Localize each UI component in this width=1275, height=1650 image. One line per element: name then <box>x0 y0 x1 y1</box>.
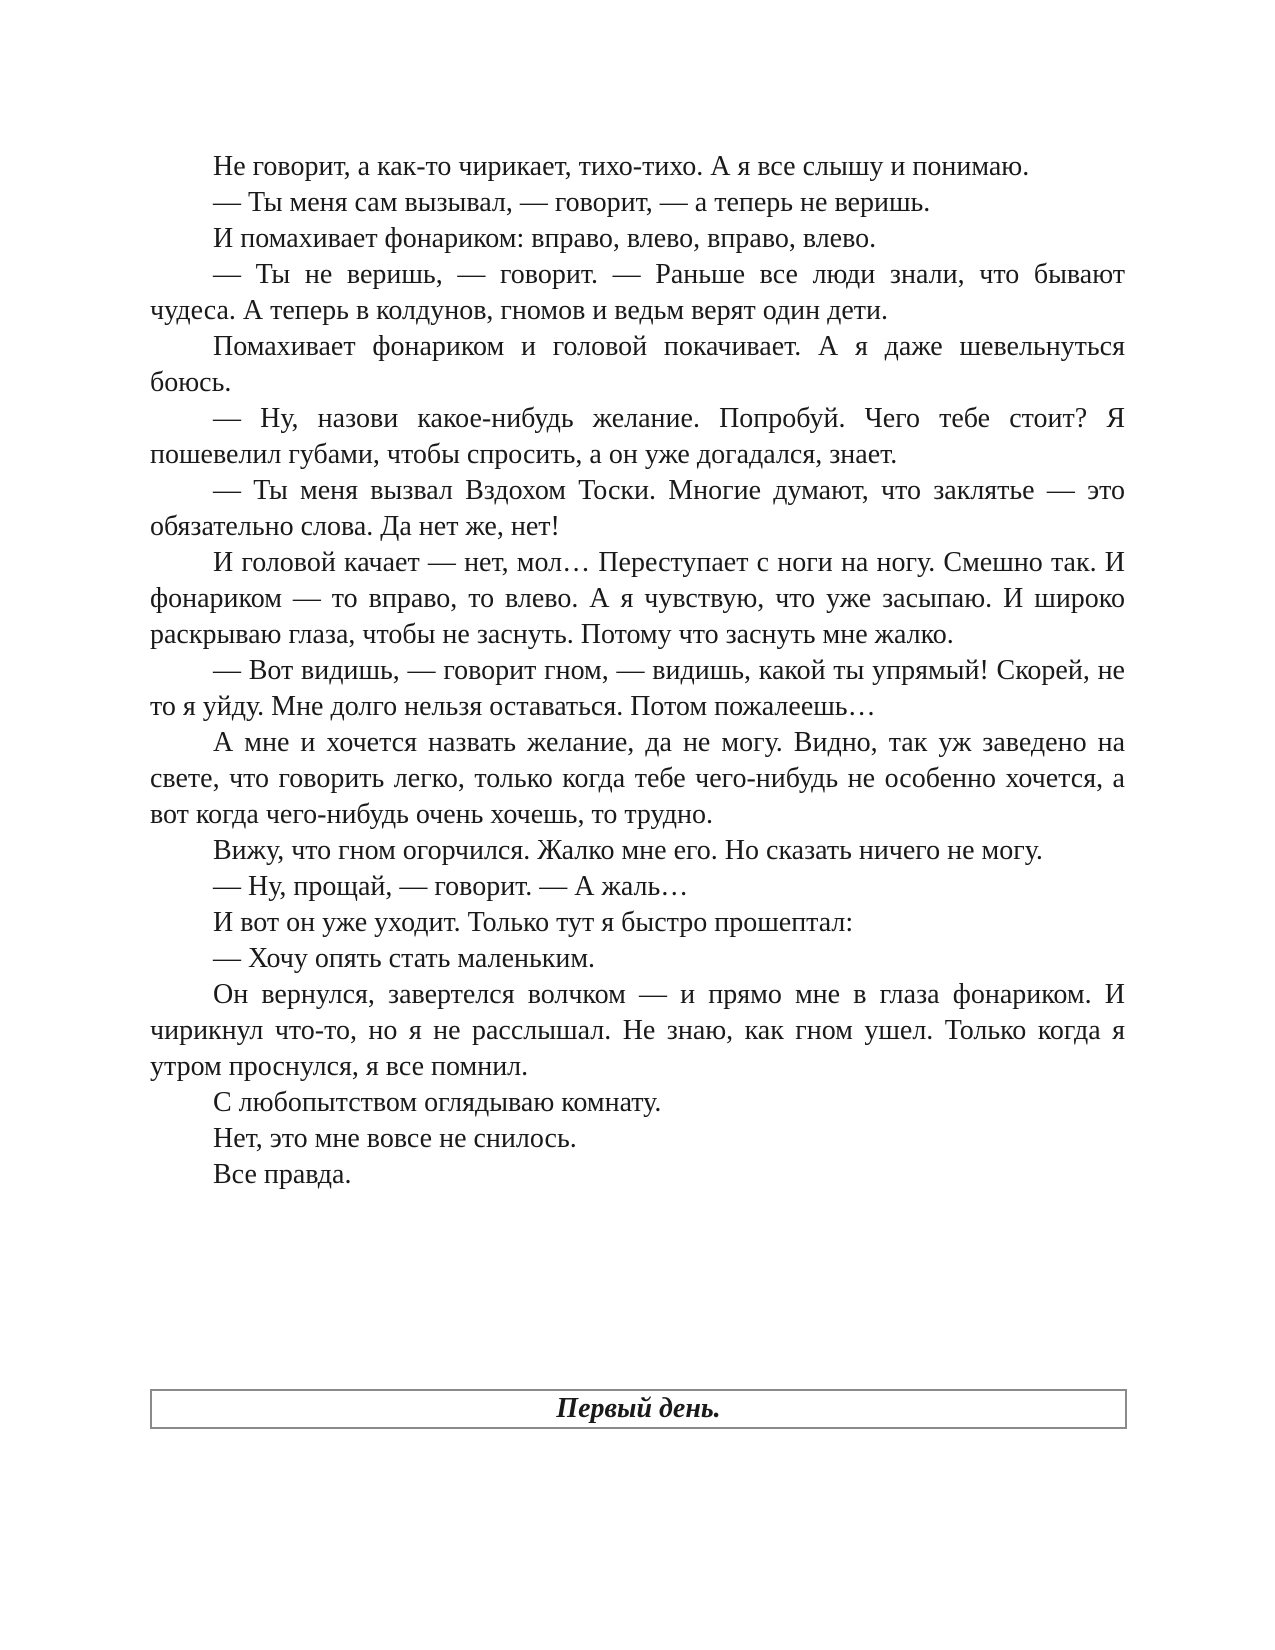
paragraph: И помахивает фонариком: вправо, влево, вправо, влево. <box>213 223 877 254</box>
paragraph: Все правда. <box>213 1159 352 1190</box>
paragraph: — Ну, назови какое-нибудь желание. Попробуй. Чего тебе стоит? Я пошевелил губами, чтобы спросить, а он уже догадался, знает. <box>150 403 1125 470</box>
paragraph: И головой качает — нет, мол… Переступает с ноги на ногу. Смешно так. И фонариком — то вправо, то влево. А я чувствую, что уже засыпаю. И широко раскрываю глаза, чтобы не заснуть. Потому что заснуть мне жалко. <box>150 547 1125 650</box>
body-text <box>150 149 1125 1193</box>
paragraph: И вот он уже уходит. Только тут я быстро прошептал: <box>213 907 854 938</box>
paragraph: — Ну, прощай, — говорит. — А жаль… <box>213 871 689 902</box>
paragraph: — Ты меня вызвал Вздохом Тоски. Многие думают, что заклятье — это обязательно слова. Да нет же, нет! <box>150 475 1125 542</box>
chapter-heading: Первый день. <box>150 1389 1127 1429</box>
paragraph: — Хочу опять стать маленьким. <box>213 943 596 974</box>
paragraph: — Ты меня сам вызывал, — говорит, — а теперь не веришь. <box>213 187 931 218</box>
paragraph: — Вот видишь, — говорит гном, — видишь, какой ты упрямый! Скорей, не то я уйду. Мне долго нельзя оставаться. Потом пожалеешь… <box>150 655 1125 722</box>
paragraph: Вижу, что гном огорчился. Жалко мне его. Но сказать ничего не могу. <box>213 835 1043 866</box>
paragraph: Не говорит, а как-то чирикает, тихо-тихо. А я все слышу и понимаю. <box>213 151 1030 182</box>
paragraph: А мне и хочется назвать желание, да не могу. Видно, так уж заведено на свете, что говорить легко, только когда тебе чего-нибудь не особенно хочется, а вот когда чего-нибудь очень хочешь, то трудно. <box>150 727 1125 830</box>
paragraph: С любопытством оглядываю комнату. <box>213 1087 662 1118</box>
paragraph: Помахивает фонариком и головой покачивает. А я даже шевельнуться боюсь. <box>150 331 1125 398</box>
paragraph: Нет, это мне вовсе не снилось. <box>213 1123 577 1154</box>
paragraph: Он вернулся, завертелся волчком — и прямо мне в глаза фонариком. И чирикнул что-то, но я не расслышал. Не знаю, как гном ушел. Только когда я утром проснулся, я все помнил. <box>150 979 1125 1082</box>
paragraph: — Ты не веришь, — говорит. — Раньше все люди знали, что бывают чудеса. А теперь в колдунов, гномов и ведьм верят один дети. <box>150 259 1125 326</box>
